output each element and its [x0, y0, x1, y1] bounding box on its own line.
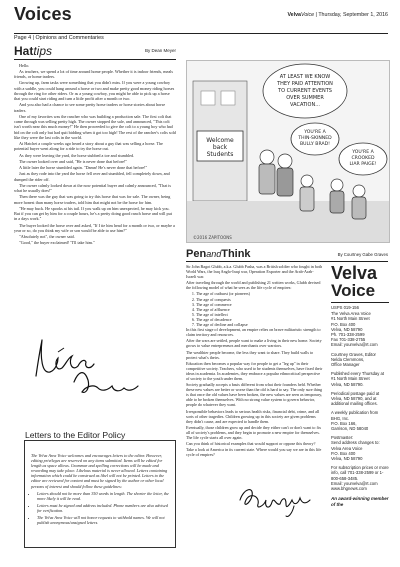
column-paragraph: After the wars are settled, people want to make a living in their new home. Society grows to value entrepreneurs and merchants over warriors.	[186, 338, 322, 349]
column-rule	[14, 59, 176, 60]
sidebar-block-address: The Velva Area Voice #1 North Main Street P.O. Box 400 Velva, ND 58790 Ph. 701-338-2599 Fax 701-338-2755 Email: yourvelva@rt.com	[331, 311, 378, 348]
column-byline: By Courtney Gabe Graves	[337, 252, 388, 257]
column-title: PenandThink	[186, 248, 251, 260]
stage-item: 7. The age of decline and collapse	[196, 322, 323, 327]
column-body	[186, 327, 323, 457]
svg-text:AT LEAST WE KNOW: AT LEAST WE KNOW	[279, 74, 331, 80]
svg-text:YOU'RE A: YOU'RE A	[304, 130, 326, 135]
issue-info: VelvaVoice | Thursday, September 1, 2016	[287, 12, 388, 18]
column-rule	[186, 261, 388, 262]
letters-policy-text	[31, 453, 169, 525]
column-paragraph: The wealthier people become, the less they want to share. They build walls to protect what's theirs.	[186, 349, 314, 360]
letters-policy-title: Letters to the Editor Policy	[25, 430, 177, 440]
life-cycle-stages	[186, 291, 323, 327]
column-paragraph: As teachers, we spend a lot of time around home people. Whether it is indoor friends, meals friends, or home traders.	[14, 68, 174, 80]
svg-text:THEY PAID ATTENTION: THEY PAID ATTENTION	[277, 81, 333, 87]
stage-item: 1. The age of outburst (or pioneers)	[196, 291, 323, 296]
page-subtitle: Page 4 | Opinions and Commentaries	[14, 35, 104, 41]
stage-item: 6. The age of decadence	[196, 317, 323, 322]
column-paragraph: Education then becomes a popular way for people to get a "leg up" in their competitive society. Teachers, who used to be students themselves, have fixed their ideas in academia. In academies, they embrace a popular ethnocritical perspective of society to the youth under them.	[186, 360, 323, 381]
svg-text:OVER SUMMER: OVER SUMMER	[286, 95, 324, 101]
svg-text:©2016 ZAPITOONS: ©2016 ZAPITOONS	[193, 235, 232, 240]
hat-tips-column	[14, 44, 176, 247]
policy-rule: • The Velva Area Voice will not honor requests to withhold names. We will not publish anonymous/unsigned letters.	[37, 515, 169, 525]
sidebar-block-subscription: For subscription prices or more info, call 701-338-2599 or 1-800-658-3485. Email: yourvelva@rt.com www.bhgnews.com	[331, 465, 389, 492]
letters-policy-rules	[31, 491, 169, 526]
masthead-sidebar	[331, 264, 389, 507]
author-signature	[28, 332, 143, 402]
column-paragraph: Sir John Bagot Glubb, a.k.a. Glubb Pasha, was a British soldier who fought in both World Wars, the lraq Anglo-Iraqi war, Operation Exporter and the Arab-Arab-Israeli war.	[186, 264, 323, 280]
sidebar-block-published: Published every Thursday at #1 North Main Street Velva, ND 58790.	[331, 371, 384, 387]
column-paragraph: "Absolutely not", the owner said.	[19, 234, 75, 240]
sidebar-block-postmaster: Postmaster: Send address changes to: Velva Area Voice P.O. Box 400 Velva, ND 58790	[331, 435, 380, 462]
editorial-cartoon	[186, 60, 390, 243]
paper-name: Velva	[287, 12, 301, 18]
column-paragraph: "He may buck. He spooks at his tail. If you walk up on him unexpected, he may kick you. But if you can get by him for a couple hours, he's a pretty doing good ranch horse and will put in a days work."	[14, 205, 172, 222]
section-title: Voices	[14, 4, 72, 24]
column-paragraph: Society gradually accepts a basis different from what their founders held. Whether these new values are better or worse than the old is hard to say. The only sure thing is that once the old values have been broken, the new values are seen as temporary, able to be broken themselves. With no strong value system to govern behavior, people do whatever they want.	[186, 382, 323, 408]
column-paragraph: The owner looked over and said, "He is never done that before!"	[19, 158, 128, 164]
stage-item: 4. The age of affluence	[196, 307, 323, 312]
svg-text:THIN-SKINNED: THIN-SKINNED	[298, 136, 332, 141]
column-paragraph: As they were leaving the yard, the horse stubbed a toe and stumbled.	[19, 152, 135, 158]
column-paragraph: Just as they rode into the yard the horse fell over and stumbled, fell completely down, and dumped the rider off.	[14, 171, 170, 182]
svg-text:Students: Students	[206, 151, 234, 158]
author-signature	[234, 470, 316, 522]
policy-rule: • Letters should not be more than 350 words in length. The shorter the letter, the more likely it will be read.	[37, 491, 169, 501]
column-paragraph: The owner calmly looked down at the now potential buyer and calmly announced, "That is what he usually does!"	[14, 182, 172, 194]
column-paragraph: Can you think of historical examples that would support or oppose this theory?	[186, 441, 316, 447]
column-paragraph: Hello.	[19, 62, 30, 68]
column-paragraph: "Good," the buyer exclaimed! "I'll take him."	[19, 240, 95, 246]
column-paragraph: After traveling through the world and publishing 21 written works, Glubb devised the following model of what he sees as the life cycle of empires:	[186, 280, 321, 291]
column-paragraph: Eventually, those children grow up and decide they either can't or don't want to fix all of society's problems, and they begin to promote a new empire for themselves. The life cycle starts all over again.	[186, 424, 322, 440]
issue-date: Thursday, September 1, 2016	[318, 12, 388, 18]
svg-text:TO CURRENT EVENTS: TO CURRENT EVENTS	[278, 88, 332, 94]
column-paragraph: Growing up, farm tasks were something that you didn't miss. If you were a young cowboy with a saddle, you could hang around a horse or two and make pretty good money riding horses through the ring for other riders. Or as a young cowboy, you might be able to pick up a horse that you could start riding and turn a little profit after a month or two.	[14, 80, 175, 102]
column-paragraph: Irresponsible behaviors leads to serious health risks, financial debt, crime, and all sorts of other tragedies. Children growing up in this society are given problems they didn't cause, and are expected to handle them.	[186, 408, 320, 424]
column-byline: By Dean Meyer	[144, 48, 176, 53]
column-body	[14, 63, 176, 246]
column-paragraph: Take a look at America in its current state. Where would you say we are in this life cycle of empires?	[186, 447, 322, 458]
column-paragraph: A little later the horse stumbled again. "Damn! He's never done that before!"	[19, 165, 148, 171]
cartoon-welcome-sign: Welcome	[206, 137, 234, 144]
sidebar-block-weekly: A weekly publication from BHG, Inc. P.O. Box 166, Garrison, ND 58040	[331, 410, 379, 432]
column-paragraph: At Hatchet a couple weeks ago heard a story about a guy that was selling a horse. The potential buyer went along for a ride to try the horse out.	[14, 141, 163, 152]
pen-and-think-body	[186, 264, 323, 458]
sidebar-award: An award-winning member of the	[331, 496, 389, 507]
masthead-rule	[14, 33, 388, 34]
column-paragraph: One of my favorites was the rancher who was building a production sale. The first colt that came through was selling pretty high. The owner stopped the sale, and announced, "This colt isn't worth near this much money!" He then proceeded to give the colt to a young boy who had bid on the colt only but had quit bidding when it got too high! The rest of the rancher's colts sold like they were the last colts in the world.	[14, 113, 176, 140]
svg-text:BULLY BRAD!: BULLY BRAD!	[300, 142, 330, 147]
column-paragraph: Then there was the guy that was going to try this horse that was for sale. The owner, being more honest than many horse traders, told him that might not be the horse for him.	[14, 194, 171, 205]
column-paragraph: In this first stage of development, an empire relies on brave militaristic strength to claim territory and resources.	[186, 327, 321, 338]
column-paragraph: And you also had a chance to see some pretty horse traders or horse stories about horse traders.	[14, 102, 166, 113]
stage-item: 5. The age of intellect	[196, 312, 323, 317]
sidebar-info	[331, 305, 389, 507]
svg-text:YOU'RE A: YOU'RE A	[352, 150, 374, 155]
column-paragraph: The buyer looked the horse over and asked, "If I tie him head for a month or two, or maybe a year or so, do you think my wife or son would be able to use him?"	[14, 222, 175, 233]
svg-text:VACATION...: VACATION...	[290, 102, 320, 108]
stage-item: 2. The age of conquests	[196, 297, 323, 302]
letters-policy-box	[24, 440, 176, 548]
sidebar-usps: USPS 019-156	[331, 305, 359, 310]
policy-rule: • Letters must be signed and address included. Phone numbers are also advised for verification.	[37, 503, 169, 513]
stage-item: 3. The age of commerce	[196, 302, 323, 307]
sidebar-rule	[331, 302, 389, 303]
svg-text:LIAR PAIGE!: LIAR PAIGE!	[349, 162, 377, 167]
sidebar-block-editor: Courtney Graves, Editor Nelda Clemmons, Office Manager	[331, 351, 376, 368]
pen-and-think-header	[186, 248, 388, 262]
column-title: Hattips	[14, 44, 53, 58]
sidebar-title: Velva Voice	[331, 263, 378, 300]
sidebar-block-periodical: Periodical postage paid at Velva, ND 58790, and at additional mailing offices.	[331, 390, 380, 407]
svg-text:CROOKED: CROOKED	[351, 156, 375, 161]
svg-text:back: back	[212, 144, 228, 151]
letters-policy-intro: The Velva Area Voice welcomes and encourages letters to the editor. However, editing privileges are reserved on any items submitted. Items will be edited for length as space allows. Grammar and spelling corrections will be made and rewording may take place. Libelous material is never allowed. Letters containing information which could be construed as libel will not be printed. Letters to the editor are reviewed for content and must be signed by the author or other local persons of interest and should follow these guidelines:	[31, 453, 168, 489]
paper-suffix: Voice	[301, 12, 315, 18]
